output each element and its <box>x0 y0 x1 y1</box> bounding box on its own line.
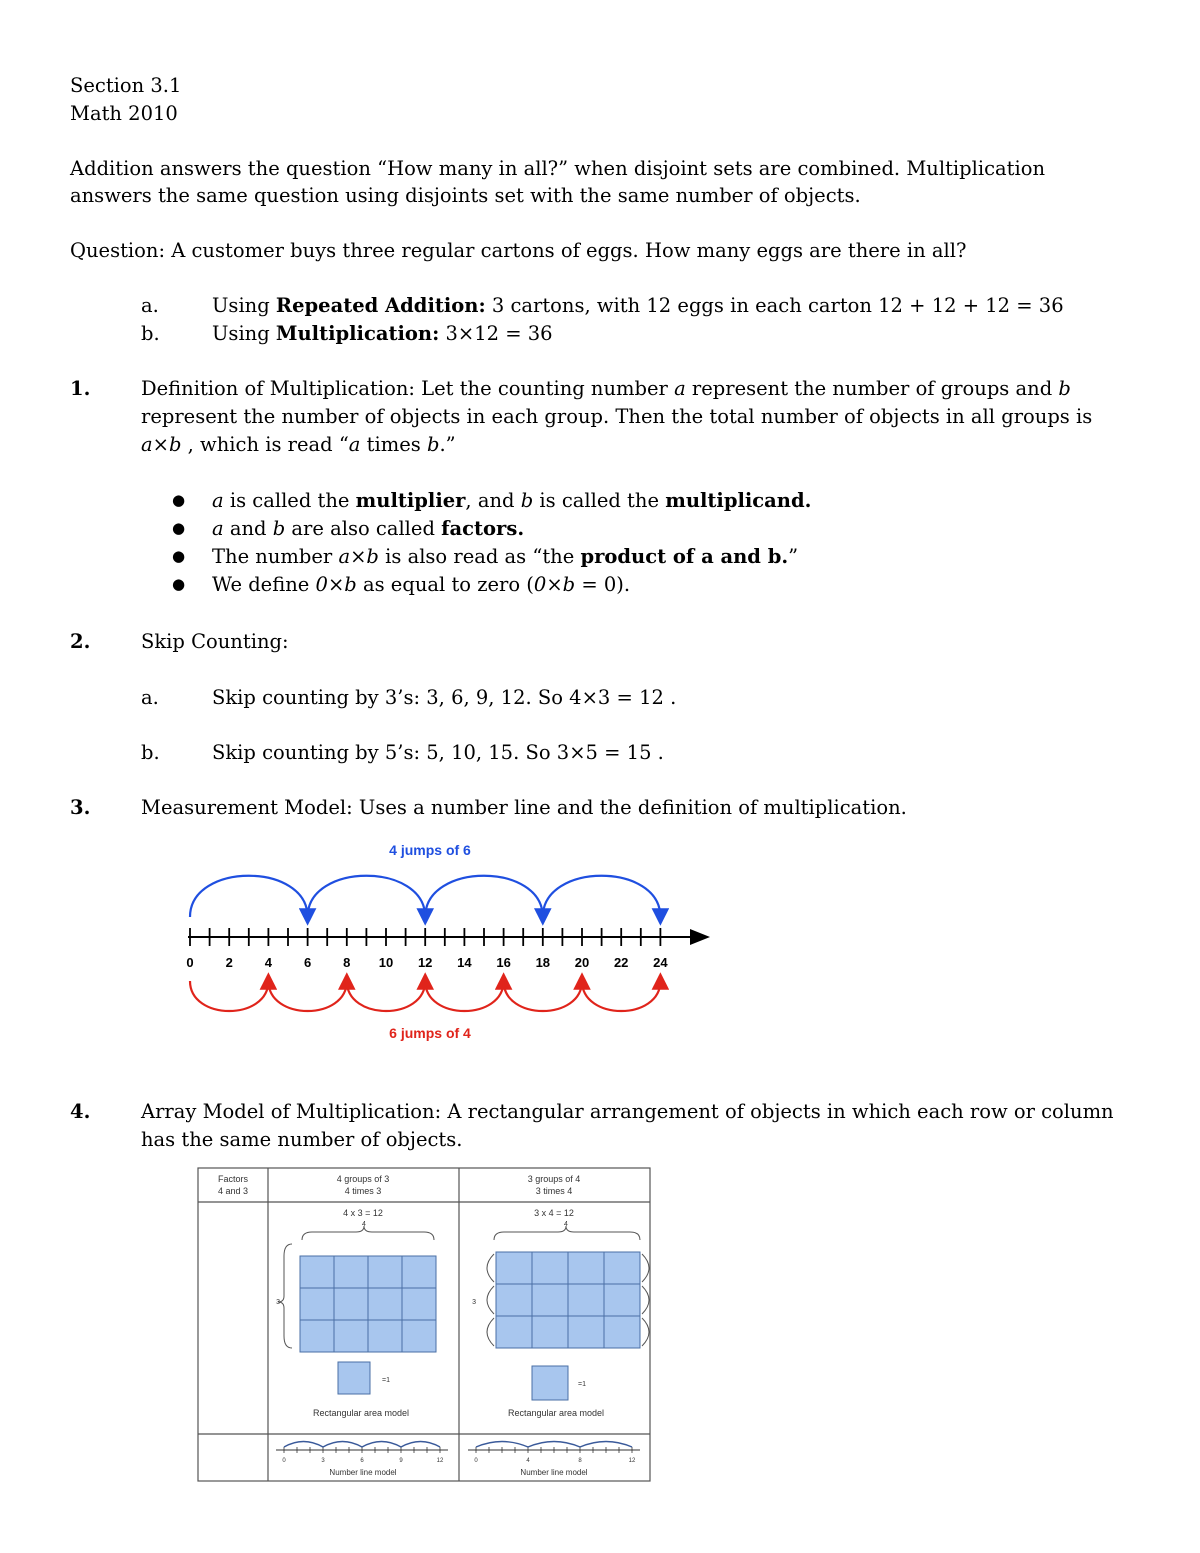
array-cell <box>402 1256 436 1288</box>
blue-jump-arc <box>543 876 661 917</box>
tick-label: 18 <box>535 955 551 970</box>
array-model-table <box>196 1166 656 1486</box>
list-marker-a: a. <box>141 294 159 317</box>
array-cell <box>568 1252 604 1284</box>
mini-tick-label: 4 <box>526 1458 530 1464</box>
row-arc <box>642 1318 649 1346</box>
number-line-figure <box>170 835 730 1050</box>
side-brace <box>278 1244 292 1348</box>
skip-counting-3s: Skip counting by 3’s: 3, 6, 9, 12. So 4×3 = 12 . <box>212 686 677 709</box>
mini-tick-label: 0 <box>474 1458 478 1464</box>
red-jump-arc <box>347 981 425 1011</box>
bottom-jumps-label: 6 jumps of 4 <box>389 1025 471 1041</box>
red-jump-arc <box>582 981 660 1011</box>
blue-jump-arc <box>308 876 426 917</box>
array-cell <box>402 1288 436 1320</box>
array-cell <box>334 1256 368 1288</box>
col1-equation: 4 x 3 = 12 <box>343 1208 383 1218</box>
red-jump-arc <box>190 981 268 1011</box>
area-model-label: Rectangular area model <box>312 1408 410 1418</box>
course-heading: Math 2010 <box>70 102 178 125</box>
intro-line-2: answers the same question using disjoints set with the same number of objects. <box>70 184 861 207</box>
tick-label: 8 <box>343 955 351 970</box>
bullet-icon: ● <box>172 519 186 537</box>
col2-header-2: 3 times 4 <box>535 1186 573 1196</box>
definition-line-3: a×b , which is read “a times b.” <box>141 433 456 456</box>
array-cell <box>568 1316 604 1348</box>
array-cell <box>532 1252 568 1284</box>
bullet-icon: ● <box>172 491 186 509</box>
array-cell <box>532 1284 568 1316</box>
mini-tick-label: 12 <box>436 1458 444 1464</box>
row-arc <box>642 1254 649 1282</box>
mini-tick-label: 0 <box>282 1458 286 1464</box>
array-cell <box>604 1252 640 1284</box>
list-marker-b: b. <box>141 322 160 345</box>
col1-header-2: 4 times 3 <box>344 1186 382 1196</box>
array-cell <box>532 1316 568 1348</box>
number-line-model-label: Number line model <box>520 1468 588 1477</box>
mini-jump-arc <box>401 1442 440 1448</box>
tick-label: 6 <box>303 955 312 970</box>
red-jump-arc <box>504 981 582 1011</box>
tick-label: 0 <box>186 955 194 970</box>
unit-square <box>532 1366 568 1400</box>
number-line-model-1 <box>276 1442 448 1465</box>
blue-jump-arc <box>190 876 308 917</box>
array-cell <box>604 1316 640 1348</box>
tick-label: 24 <box>653 955 668 970</box>
tick-label: 22 <box>613 955 629 970</box>
array-cell <box>334 1288 368 1320</box>
array-cell <box>334 1320 368 1352</box>
red-jump-arc <box>425 981 503 1011</box>
factors-values: 4 and 3 <box>217 1186 249 1196</box>
repeated-addition-line: Using Repeated Addition: 3 cartons, with 12 eggs in each carton 12 + 12 + 12 = 36 <box>212 294 1064 317</box>
tick-label: 14 <box>457 955 472 970</box>
bullet-factors: a and b are also called factors. <box>212 517 525 540</box>
svg-text:3: 3 <box>276 1299 280 1306</box>
definition-line-1: Definition of Multiplication: Let the counting number a represent the number of groups and b <box>141 377 1071 400</box>
skip-marker-a: a. <box>141 686 159 709</box>
mini-tick-label: 8 <box>578 1458 582 1464</box>
area-model-label: Rectangular area model <box>507 1408 605 1418</box>
mini-tick-label: 3 <box>321 1458 325 1464</box>
tick-label: 4 <box>264 955 273 970</box>
section-heading: Section 3.1 <box>70 74 182 97</box>
row-arc <box>487 1318 494 1346</box>
array-cell <box>368 1288 402 1320</box>
tick-label: 10 <box>378 955 394 970</box>
bullet-product: The number a×b is also read as “the product of a and b.” <box>212 545 799 568</box>
top-brace <box>302 1226 434 1240</box>
array-cell <box>496 1252 532 1284</box>
array-cell <box>300 1288 334 1320</box>
intro-line-1: Addition answers the question “How many in all?” when disjoint sets are combined. Multiplication <box>70 157 1046 180</box>
col1-header-1: 4 groups of 3 <box>336 1174 390 1184</box>
row-arc <box>642 1286 649 1314</box>
row-arc <box>487 1254 494 1282</box>
factors-label: Factors <box>217 1174 249 1184</box>
number-line-model-label: Number line model <box>329 1468 397 1477</box>
skip-marker-b: b. <box>141 741 160 764</box>
tick-label: 16 <box>496 955 511 970</box>
mini-jump-arc <box>476 1442 528 1448</box>
item-number-4: 4. <box>70 1100 91 1123</box>
col2-header-1: 3 groups of 4 <box>527 1174 581 1184</box>
tick-label: 20 <box>574 955 590 970</box>
col2-array-grid <box>472 1221 649 1348</box>
mini-jump-arc <box>284 1442 323 1448</box>
mini-jump-arc <box>580 1442 632 1448</box>
array-cell <box>496 1284 532 1316</box>
bullet-zero: We define 0×b as equal to zero (0×b = 0). <box>212 573 631 596</box>
bullet-icon: ● <box>172 547 186 565</box>
array-cell <box>300 1256 334 1288</box>
skip-counting-title: Skip Counting: <box>141 630 289 653</box>
array-cell <box>496 1316 532 1348</box>
definition-line-2: represent the number of objects in each group. Then the total number of objects in all groups is <box>141 405 1093 428</box>
bullet-icon: ● <box>172 575 186 593</box>
top-jumps-label: 4 jumps of 6 <box>389 842 471 858</box>
item-number-3: 3. <box>70 796 91 819</box>
red-jump-arcs <box>190 981 660 1011</box>
unit-label: =1 <box>578 1381 586 1388</box>
row-arc <box>487 1286 494 1314</box>
svg-text:3: 3 <box>472 1299 476 1306</box>
top-brace <box>494 1226 640 1240</box>
tick-label: 2 <box>225 955 233 970</box>
array-cell <box>604 1284 640 1316</box>
mini-jump-arc <box>528 1442 580 1448</box>
array-cell <box>568 1284 604 1316</box>
array-cell <box>300 1320 334 1352</box>
mini-jump-arc <box>323 1442 362 1448</box>
item-number-2: 2. <box>70 630 91 653</box>
svg-text:4: 4 <box>362 1221 366 1228</box>
mini-tick-label: 6 <box>360 1458 364 1464</box>
number-line-model-2 <box>468 1442 640 1465</box>
blue-jump-arcs <box>190 876 660 917</box>
skip-counting-5s: Skip counting by 5’s: 5, 10, 15. So 3×5 = 15 . <box>212 741 664 764</box>
mini-jump-arc <box>362 1442 401 1448</box>
col2-equation: 3 x 4 = 12 <box>534 1208 574 1218</box>
mini-tick-label: 9 <box>399 1458 403 1464</box>
question-text: Question: A customer buys three regular cartons of eggs. How many eggs are there in all? <box>70 239 967 262</box>
item-number-1: 1. <box>70 377 91 400</box>
red-jump-arc <box>268 981 346 1011</box>
array-cell <box>402 1320 436 1352</box>
blue-jump-arc <box>425 876 543 917</box>
number-line-ticks <box>186 928 668 970</box>
tick-label: 12 <box>417 955 433 970</box>
col1-array-grid <box>276 1221 436 1352</box>
unit-label: =1 <box>382 1377 390 1384</box>
unit-square <box>338 1362 370 1394</box>
array-model-line-1: Array Model of Multiplication: A rectangular arrangement of objects in which each row or column <box>141 1100 1114 1123</box>
measurement-model-text: Measurement Model: Uses a number line and the definition of multiplication. <box>141 796 907 819</box>
array-model-line-2: has the same number of objects. <box>141 1128 463 1151</box>
bullet-multiplier: a is called the multiplier, and b is called the multiplicand. <box>212 489 812 512</box>
mini-tick-label: 12 <box>628 1458 636 1464</box>
multiplication-line: Using Multiplication: 3×12 = 36 <box>212 322 553 345</box>
svg-text:4: 4 <box>564 1221 568 1228</box>
array-cell <box>368 1320 402 1352</box>
array-cell <box>368 1256 402 1288</box>
